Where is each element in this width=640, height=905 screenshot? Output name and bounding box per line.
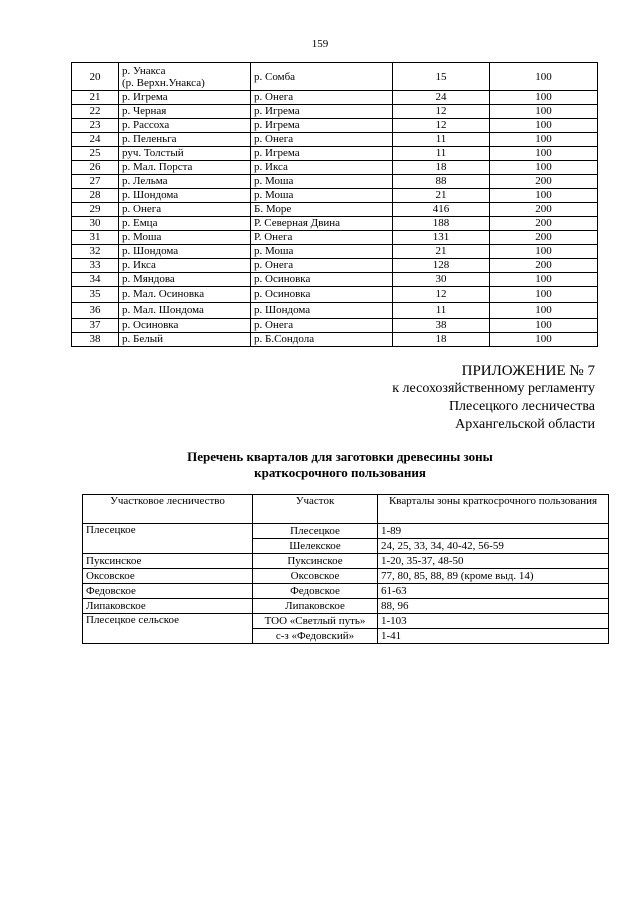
column-header-plot: Участок [253, 495, 378, 524]
table-row [72, 273, 598, 287]
table-row [72, 147, 598, 161]
river-length: 88 [393, 175, 490, 189]
quarters-list: 61-63 [378, 584, 609, 599]
river-name: р. Емца [119, 217, 251, 231]
river-length: 416 [393, 203, 490, 217]
river-name: р. Белый [119, 333, 251, 347]
row-number: 31 [72, 231, 119, 245]
table-row [72, 133, 598, 147]
row-number: 34 [72, 273, 119, 287]
table-row [72, 189, 598, 203]
forestry-name: Липаковское [83, 599, 253, 614]
river-mouth: р. Онега [251, 319, 393, 333]
protection-zone-width: 100 [490, 245, 598, 259]
river-length: 21 [393, 245, 490, 259]
river-length: 15 [393, 63, 490, 91]
table-row [72, 175, 598, 189]
table-header-row [83, 495, 609, 524]
river-length: 11 [393, 133, 490, 147]
table-row [72, 63, 598, 91]
river-name: р. Унакса (р. Верхн.Унакса) [119, 63, 251, 91]
forestry-name: Плесецкое сельское [83, 614, 253, 644]
river-name: р. Черная [119, 105, 251, 119]
row-number: 23 [72, 119, 119, 133]
protection-zone-width: 100 [490, 303, 598, 319]
river-name: р. Мал. Порста [119, 161, 251, 175]
protection-zone-width: 100 [490, 189, 598, 203]
row-number: 32 [72, 245, 119, 259]
river-name: р. Игрема [119, 91, 251, 105]
protection-zone-width: 100 [490, 105, 598, 119]
row-number: 20 [72, 63, 119, 91]
river-mouth: р. Моша [251, 189, 393, 203]
table-row [72, 287, 598, 303]
table-row [72, 91, 598, 105]
river-mouth: р. Б.Сондола [251, 333, 393, 347]
table-row [83, 614, 609, 629]
plot-name: Федовское [253, 584, 378, 599]
river-name: р. Рассоха [119, 119, 251, 133]
appendix-title: ПРИЛОЖЕНИЕ № 7 [461, 363, 595, 379]
table-row [83, 554, 609, 569]
row-number: 30 [72, 217, 119, 231]
river-name: р. Шондома [119, 245, 251, 259]
protection-zone-width: 100 [490, 63, 598, 91]
quarters-list: 1-20, 35-37, 48-50 [378, 554, 609, 569]
quarters-list: 1-103 [378, 614, 609, 629]
column-header-forestry: Участковое лесничество [83, 495, 253, 524]
appendix-line: Архангельской области [455, 417, 595, 432]
rivers-table [71, 62, 598, 347]
river-length: 12 [393, 105, 490, 119]
forestry-name: Пуксинское [83, 554, 253, 569]
page-number: 159 [311, 38, 329, 50]
river-length: 24 [393, 91, 490, 105]
quarters-list: 88, 96 [378, 599, 609, 614]
river-mouth: р. Шондома [251, 303, 393, 319]
protection-zone-width: 100 [490, 319, 598, 333]
section-title-line: краткосрочного пользования [254, 465, 426, 480]
appendix-line: к лесохозяйственному регламенту [392, 381, 595, 396]
quarters-list: 1-89 [378, 524, 609, 539]
river-mouth: р. Онега [251, 91, 393, 105]
river-mouth: р. Игрема [251, 105, 393, 119]
table-row [83, 599, 609, 614]
table-row [72, 333, 598, 347]
protection-zone-width: 100 [490, 333, 598, 347]
table-row [83, 584, 609, 599]
table-row [72, 119, 598, 133]
row-number: 21 [72, 91, 119, 105]
river-mouth: р. Игрема [251, 147, 393, 161]
river-name: руч. Толстый [119, 147, 251, 161]
river-name: р. Мяндова [119, 273, 251, 287]
row-number: 33 [72, 259, 119, 273]
row-number: 24 [72, 133, 119, 147]
protection-zone-width: 200 [490, 203, 598, 217]
river-name: р. Пеленьга [119, 133, 251, 147]
table-row [83, 524, 609, 539]
river-mouth: р. Онега [251, 259, 393, 273]
river-name: р. Онега [119, 203, 251, 217]
river-name: р. Моша [119, 231, 251, 245]
river-length: 21 [393, 189, 490, 203]
plot-name: ТОО «Светлый путь» [253, 614, 378, 629]
protection-zone-width: 100 [490, 119, 598, 133]
table-row [72, 203, 598, 217]
row-number: 29 [72, 203, 119, 217]
row-number: 28 [72, 189, 119, 203]
river-mouth: р. Осиновка [251, 287, 393, 303]
river-name: р. Осиновка [119, 319, 251, 333]
river-mouth: р. Игрема [251, 119, 393, 133]
plot-name: Шелекское [253, 539, 378, 554]
protection-zone-width: 100 [490, 147, 598, 161]
river-length: 18 [393, 333, 490, 347]
forestry-name: Оксовское [83, 569, 253, 584]
row-number: 38 [72, 333, 119, 347]
river-length: 11 [393, 147, 490, 161]
table-row [72, 105, 598, 119]
table-row [72, 259, 598, 273]
river-length: 38 [393, 319, 490, 333]
row-number: 37 [72, 319, 119, 333]
river-name: р. Мал. Шондома [119, 303, 251, 319]
row-number: 25 [72, 147, 119, 161]
river-name: р. Лельма [119, 175, 251, 189]
plot-name: Оксовское [253, 569, 378, 584]
river-length: 128 [393, 259, 490, 273]
row-number: 35 [72, 287, 119, 303]
protection-zone-width: 200 [490, 175, 598, 189]
plot-name: с-з «Федовский» [253, 629, 378, 644]
river-mouth: р. Осиновка [251, 273, 393, 287]
plot-name: Пуксинское [253, 554, 378, 569]
appendix-heading [300, 362, 595, 434]
river-mouth: Р. Северная Двина [251, 217, 393, 231]
table-row [72, 231, 598, 245]
forestry-name: Федовское [83, 584, 253, 599]
table-row [83, 569, 609, 584]
river-mouth: р. Моша [251, 175, 393, 189]
river-mouth: р. Моша [251, 245, 393, 259]
plot-name: Липаковское [253, 599, 378, 614]
protection-zone-width: 100 [490, 91, 598, 105]
protection-zone-width: 100 [490, 133, 598, 147]
river-length: 131 [393, 231, 490, 245]
river-name: р. Мал. Осиновка [119, 287, 251, 303]
table-row [72, 303, 598, 319]
river-name: р. Шондома [119, 189, 251, 203]
appendix-line: Плесецкого лесничества [448, 399, 595, 414]
protection-zone-width: 200 [490, 231, 598, 245]
table-row [72, 319, 598, 333]
table-row [72, 217, 598, 231]
table-row [72, 161, 598, 175]
plot-name: Плесецкое [253, 524, 378, 539]
section-title [150, 449, 530, 481]
row-number: 36 [72, 303, 119, 319]
river-mouth: Б. Море [251, 203, 393, 217]
quarters-table [82, 494, 609, 644]
river-mouth: р. Сомба [251, 63, 393, 91]
protection-zone-width: 100 [490, 161, 598, 175]
river-length: 30 [393, 273, 490, 287]
quarters-list: 77, 80, 85, 88, 89 (кроме выд. 14) [378, 569, 609, 584]
quarters-list: 1-41 [378, 629, 609, 644]
river-length: 188 [393, 217, 490, 231]
protection-zone-width: 200 [490, 217, 598, 231]
row-number: 27 [72, 175, 119, 189]
river-mouth: р. Икса [251, 161, 393, 175]
river-length: 12 [393, 287, 490, 303]
section-title-line: Перечень кварталов для заготовки древесины зоны [187, 449, 493, 464]
river-name: р. Икса [119, 259, 251, 273]
row-number: 22 [72, 105, 119, 119]
river-mouth: р. Онега [251, 133, 393, 147]
protection-zone-width: 200 [490, 259, 598, 273]
protection-zone-width: 100 [490, 287, 598, 303]
column-header-quarters: Кварталы зоны краткосрочного пользования [378, 495, 609, 524]
quarters-list: 24, 25, 33, 34, 40-42, 56-59 [378, 539, 609, 554]
row-number: 26 [72, 161, 119, 175]
forestry-name: Плесецкое [83, 524, 253, 554]
protection-zone-width: 100 [490, 273, 598, 287]
river-mouth: Р. Онега [251, 231, 393, 245]
table-row [72, 245, 598, 259]
river-length: 11 [393, 303, 490, 319]
river-length: 12 [393, 119, 490, 133]
river-length: 18 [393, 161, 490, 175]
